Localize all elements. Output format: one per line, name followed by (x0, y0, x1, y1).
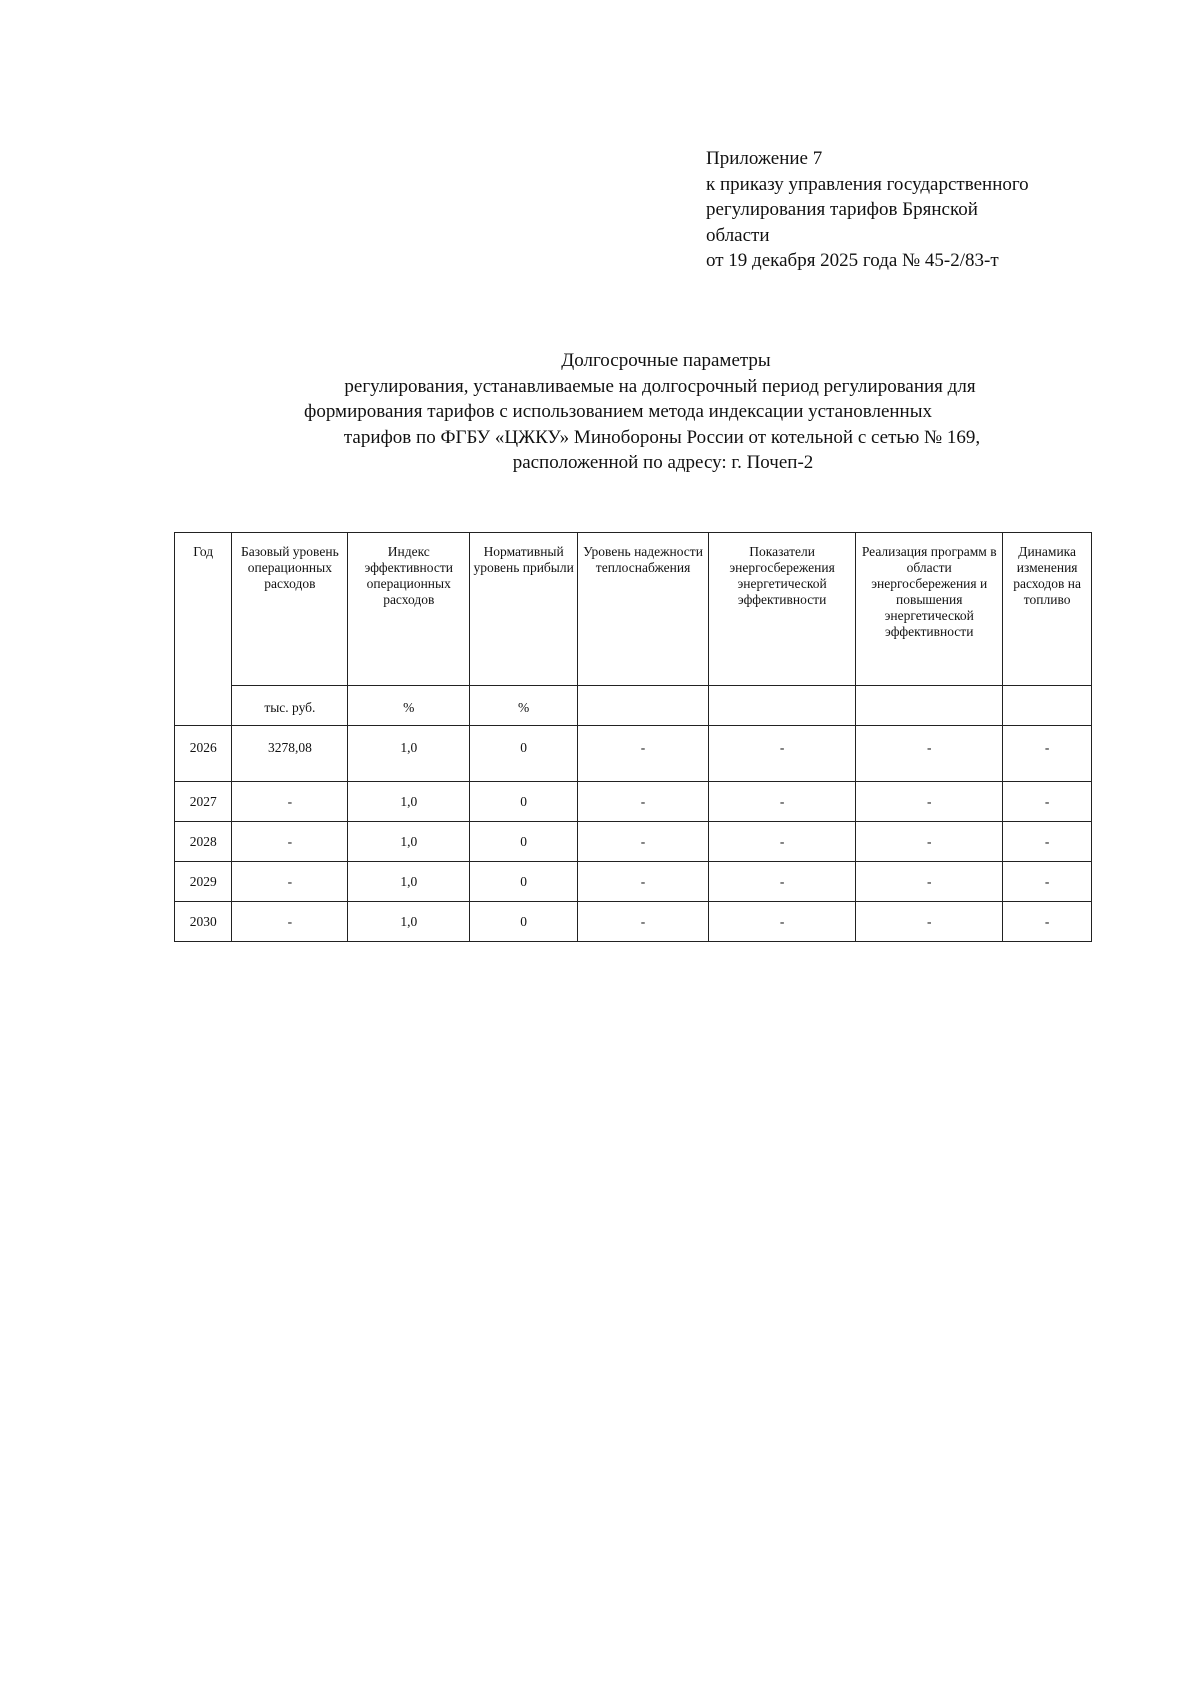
table-cell: - (232, 902, 348, 942)
table-cell: - (709, 782, 856, 822)
table-cell: - (856, 726, 1003, 782)
table-cell: - (709, 902, 856, 942)
year-cell: 2029 (175, 862, 232, 902)
table-cell: - (578, 862, 709, 902)
table-cell: - (856, 902, 1003, 942)
header-cell: Индекс эффективности операционных расходов (348, 533, 470, 686)
unit-cell (578, 686, 709, 726)
table-cell: 0 (470, 822, 578, 862)
table-cell: 1,0 (348, 726, 470, 782)
table-cell: - (856, 862, 1003, 902)
table-cell: - (578, 902, 709, 942)
title-line: тарифов по ФГБУ «ЦЖКУ» Минобороны России от котельной с сетью № 169, (343, 426, 981, 448)
unit-cell: тыс. руб. (232, 686, 348, 726)
table-cell: - (578, 822, 709, 862)
header-cell: Базовый уровень операционных расходов (232, 533, 348, 686)
table-cell: 0 (470, 726, 578, 782)
year-cell: 2026 (175, 726, 232, 782)
table-cell: 1,0 (348, 822, 470, 862)
table-row (175, 726, 1092, 782)
table-row (175, 822, 1092, 862)
table-cell: - (1003, 862, 1092, 902)
appendix-block (706, 146, 1146, 274)
table-cell: - (709, 862, 856, 902)
appendix-line: Приложение 7 (706, 148, 823, 169)
header-cell: Год (175, 533, 232, 726)
table-cell: 1,0 (348, 782, 470, 822)
table-row (175, 782, 1092, 822)
table-cell: - (1003, 726, 1092, 782)
header-cell: Уровень надежности теплоснабжения (578, 533, 709, 686)
unit-cell: % (348, 686, 470, 726)
table-cell: - (1003, 902, 1092, 942)
table-cell: - (578, 782, 709, 822)
table-cell: - (232, 862, 348, 902)
header-cell: Реализация программ в области энергосбережения и повышения энергетической эффективности (856, 533, 1003, 686)
unit-cell (709, 686, 856, 726)
table-cell: 0 (470, 862, 578, 902)
table-cell: 1,0 (348, 902, 470, 942)
table-cell: - (232, 822, 348, 862)
appendix-line: к приказу управления государственного (706, 173, 1029, 195)
header-cell: Нормативный уровень прибыли (470, 533, 578, 686)
table-cell: 0 (470, 902, 578, 942)
table-cell: - (232, 782, 348, 822)
year-cell: 2027 (175, 782, 232, 822)
document-title (230, 348, 1090, 476)
title-line: формирования тарифов с использованием метода индексации установленных (304, 401, 932, 422)
header-row (175, 533, 1092, 686)
table-row (175, 902, 1092, 942)
table-cell: 1,0 (348, 862, 470, 902)
table-cell: - (578, 726, 709, 782)
appendix-line: от 19 декабря 2025 года № 45-2/83-т (706, 250, 999, 271)
table-row (175, 862, 1092, 902)
table-cell: - (1003, 822, 1092, 862)
year-cell: 2028 (175, 822, 232, 862)
header-cell: Показатели энергосбережения энергетической эффективности (709, 533, 856, 686)
table-cell: 0 (470, 782, 578, 822)
table-cell: - (709, 822, 856, 862)
table-cell: 3278,08 (232, 726, 348, 782)
title-line: регулирования, устанавливаемые на долгосрочный период регулирования для (344, 375, 976, 397)
title-line: Долгосрочные параметры (561, 350, 771, 371)
unit-cell: % (470, 686, 578, 726)
table-cell: - (856, 822, 1003, 862)
header-cell: Динамика изменения расходов на топливо (1003, 533, 1092, 686)
units-row (175, 686, 1092, 726)
year-cell: 2030 (175, 902, 232, 942)
table-cell: - (1003, 782, 1092, 822)
appendix-line: области (706, 224, 770, 246)
parameters-table (174, 532, 1092, 942)
unit-cell (1003, 686, 1092, 726)
table-cell: - (856, 782, 1003, 822)
appendix-line: регулирования тарифов Брянской (706, 199, 978, 220)
title-line: расположенной по адресу: г. Почеп-2 (512, 452, 814, 473)
unit-cell (856, 686, 1003, 726)
table-cell: - (709, 726, 856, 782)
